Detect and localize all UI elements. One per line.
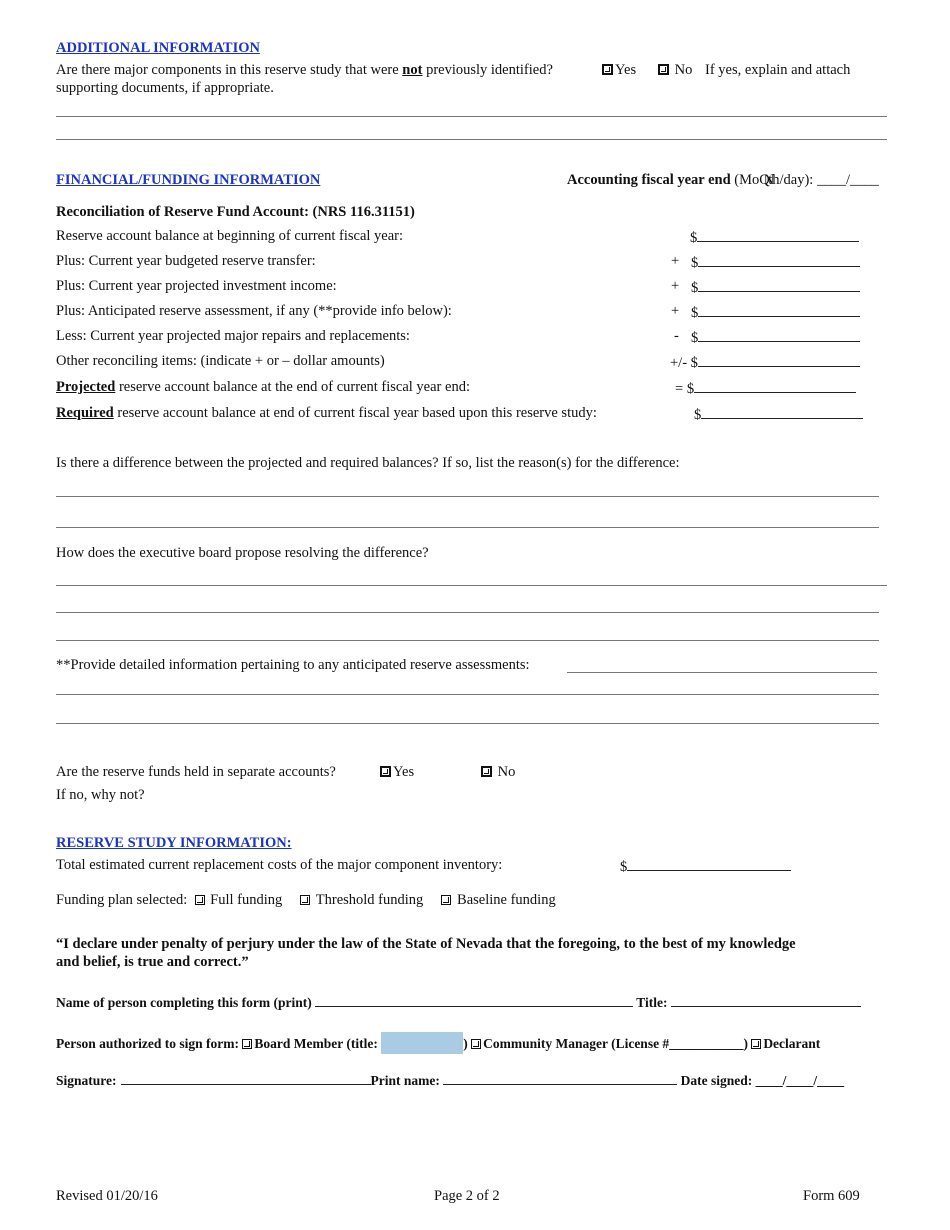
recon-row-label: Plus: Current year projected investment income: xyxy=(56,278,337,294)
write-line[interactable] xyxy=(56,694,879,695)
write-line[interactable] xyxy=(56,116,887,117)
title-label: Title: xyxy=(636,995,668,1010)
footer-revised: Revised 01/20/16 xyxy=(56,1188,158,1204)
recon-row-amount[interactable]: $ xyxy=(691,253,860,272)
additional-instruction-2: supporting documents, if appropriate. xyxy=(56,80,274,96)
total-cost-amount[interactable]: $ xyxy=(620,857,791,876)
checkbox-icon[interactable] xyxy=(441,895,451,905)
recon-row-label: Reserve account balance at beginning of current fiscal year: xyxy=(56,228,404,244)
funding-option-full[interactable]: Full funding xyxy=(210,892,283,908)
recon-row-sign: + xyxy=(671,253,680,269)
additional-yes-option[interactable] xyxy=(602,62,636,79)
yes-label: Yes xyxy=(615,62,637,78)
print-name-input[interactable] xyxy=(443,1071,677,1085)
recon-row-sign: +/- xyxy=(670,355,688,371)
funding-plan-label: Funding plan selected: xyxy=(56,892,188,908)
required-row-label xyxy=(56,405,597,422)
write-line[interactable] xyxy=(56,527,879,528)
financial-heading: FINANCIAL/FUNDING INFORMATION xyxy=(56,172,321,188)
separate-accounts-question: Are the reserve funds held in separate accounts? xyxy=(56,764,336,780)
checkbox-icon[interactable] xyxy=(481,766,492,777)
fiscal-label: Accounting fiscal year end xyxy=(567,172,731,188)
difference-question: Is there a difference between the projected and required balances? If so, list the reason(s) for the difference: xyxy=(56,455,680,471)
checkbox-icon[interactable] xyxy=(658,64,669,75)
why-not-label: If no, why not? xyxy=(56,787,145,803)
community-manager-option[interactable]: Community Manager (License # xyxy=(483,1036,670,1051)
recon-row-label: Other reconciling items: (indicate + or – dollar amounts) xyxy=(56,353,385,369)
checkbox-icon[interactable] xyxy=(300,895,310,905)
recon-row-amount[interactable]: $ xyxy=(690,228,859,247)
additional-info-heading: ADDITIONAL INFORMATION xyxy=(56,40,260,56)
projected-row-label xyxy=(56,379,470,396)
recon-row-label: Less: Current year projected major repairs and replacements: xyxy=(56,328,410,344)
q-prefix: Are there major components in this reserve study that were xyxy=(56,62,403,78)
write-line[interactable] xyxy=(56,585,887,586)
recon-row-sign: + xyxy=(671,303,680,319)
signature-row xyxy=(56,1071,844,1089)
write-line[interactable] xyxy=(56,139,887,140)
additional-question xyxy=(56,62,553,79)
resolve-question: How does the executive board propose resolving the difference? xyxy=(56,545,429,561)
checkbox-icon[interactable] xyxy=(471,1039,481,1049)
board-title-input[interactable] xyxy=(381,1032,463,1054)
additional-no-option[interactable] xyxy=(658,62,692,79)
checkbox-icon[interactable] xyxy=(195,895,205,905)
assessment-question: **Provide detailed information pertaining to any anticipated reserve assessments: xyxy=(56,657,530,673)
q-suffix: previously identified? xyxy=(422,62,553,78)
auth-label: Person authorized to sign form: xyxy=(56,1036,239,1051)
fiscal-year-end: Accounting fiscal year end (MoQNth/day): ____/____ xyxy=(567,172,879,188)
no-label: No xyxy=(497,764,516,780)
checkbox-icon[interactable] xyxy=(380,766,391,777)
projected-sign: = xyxy=(675,381,684,397)
fiscal-format: (Mo xyxy=(734,172,760,188)
additional-instruction: If yes, explain and attach xyxy=(705,62,851,78)
checkbox-icon[interactable] xyxy=(751,1039,761,1049)
board-member-option[interactable]: Board Member (title: xyxy=(254,1036,378,1051)
reconciliation-title: Reconciliation of Reserve Fund Account: (NRS 116.31151) xyxy=(56,204,415,220)
recon-row-amount[interactable]: $ xyxy=(691,328,860,347)
q-not: not xyxy=(402,62,423,78)
write-line[interactable] xyxy=(56,496,879,497)
name-label: Name of person completing this form (print) xyxy=(56,995,312,1010)
separate-yes-option[interactable] xyxy=(380,764,414,781)
license-input[interactable]: ___________ xyxy=(669,1036,744,1051)
projected-rest: reserve account balance at the end of current fiscal year end: xyxy=(115,379,470,395)
fiscal-format-2: th/day): xyxy=(768,172,814,188)
date-input[interactable]: ____/____/____ xyxy=(755,1073,845,1088)
name-row xyxy=(56,993,861,1011)
recon-row-amount[interactable]: +/- $ xyxy=(670,353,860,372)
write-line[interactable] xyxy=(56,612,879,613)
yes-label: Yes xyxy=(393,764,415,780)
recon-row-label: Plus: Anticipated reserve assessment, if any (**provide info below): xyxy=(56,303,452,319)
declarant-option[interactable]: Declarant xyxy=(763,1036,821,1051)
checkbox-icon[interactable] xyxy=(242,1039,252,1049)
reserve-study-heading: RESERVE STUDY INFORMATION: xyxy=(56,835,292,851)
signature-label: Signature: xyxy=(56,1073,117,1088)
title-input[interactable] xyxy=(671,993,861,1007)
separate-no-option[interactable] xyxy=(481,764,515,781)
recon-row-amount[interactable]: $ xyxy=(691,278,860,297)
date-label: Date signed: xyxy=(680,1073,753,1088)
recon-row-amount[interactable]: $ xyxy=(691,303,860,322)
footer-form-number: Form 609 xyxy=(803,1188,860,1204)
required-rest: reserve account balance at end of current fiscal year based upon this reserve study: xyxy=(113,405,597,421)
no-label: No xyxy=(674,62,693,78)
recon-row-sign: - xyxy=(674,328,679,344)
projected-word: Projected xyxy=(56,379,116,395)
write-line[interactable] xyxy=(56,640,879,641)
declaration-line-1: “I declare under penalty of perjury under the law of the State of Nevada that the foregoing, to the best of my knowledge xyxy=(56,936,796,952)
declaration-line-2: and belief, is true and correct.” xyxy=(56,954,249,970)
checkbox-icon[interactable] xyxy=(602,64,613,75)
total-cost-label: Total estimated current replacement costs of the major component inventory: xyxy=(56,857,503,873)
funding-option-threshold[interactable]: Threshold funding xyxy=(315,892,424,908)
recon-row-sign: + xyxy=(671,278,680,294)
print-name-label: Print name: xyxy=(370,1073,440,1088)
footer-page-number: Page 2 of 2 xyxy=(434,1188,500,1204)
required-word: Required xyxy=(56,405,114,421)
recon-row-label: Plus: Current year budgeted reserve transfer: xyxy=(56,253,316,269)
write-line[interactable] xyxy=(56,723,879,724)
signature-input[interactable] xyxy=(121,1071,371,1085)
name-input[interactable] xyxy=(315,993,633,1007)
write-line[interactable] xyxy=(567,672,877,673)
funding-option-baseline[interactable]: Baseline funding xyxy=(457,892,556,908)
fiscal-blank[interactable]: ____/____ xyxy=(816,172,879,188)
authorized-row: Person authorized to sign form: Board Member (title: ) Community Manager (License #___________) Declarant xyxy=(56,1032,820,1054)
funding-plan xyxy=(56,892,556,909)
projected-amount[interactable]: = $ xyxy=(675,379,856,398)
required-amount[interactable]: $ xyxy=(694,405,863,424)
